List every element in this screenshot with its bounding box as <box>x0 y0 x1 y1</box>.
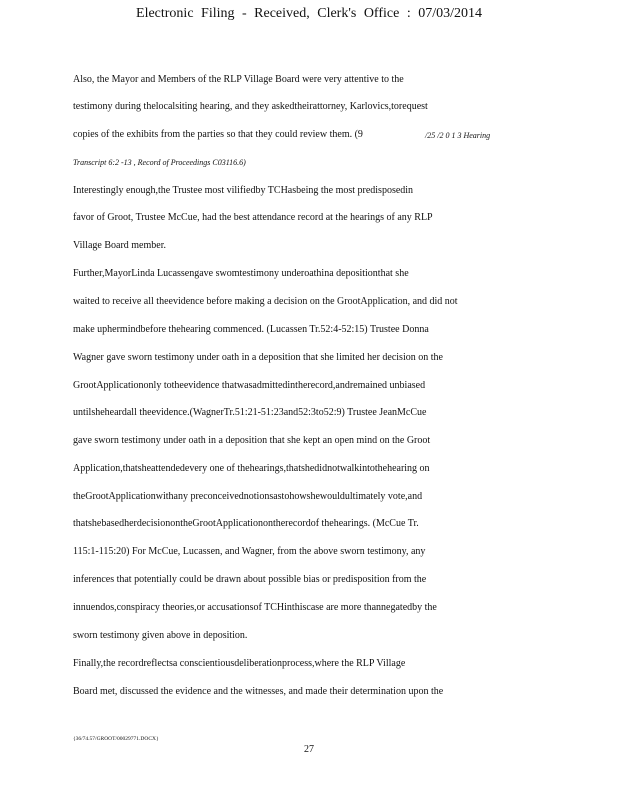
text-line: Wagner gave sworn testimony under oath in a deposition that she limited her decision on the <box>73 352 443 363</box>
page-number: 27 <box>304 744 314 755</box>
page-header: Electronic Filing - Received, Clerk's Office : 07/03/2014 <box>136 6 482 21</box>
text-line: 115:1-115:20) For McCue, Lucassen, and Wagner, from the above sworn testimony, any <box>73 546 426 557</box>
text-line: Village Board member. <box>73 240 166 251</box>
document-id: {36/74.57/GROOT/00029771.DOCX} <box>73 736 159 742</box>
text-line: gave sworn testimony under oath in a deposition that she kept an open mind on the Groot <box>73 435 431 446</box>
text-line: inferences that potentially could be drawn about possible bias or predisposition from the <box>73 574 427 585</box>
text-line: Application,thatsheattendedevery one of thehearings,thatshedidnotwalkintothehearing on <box>73 463 430 474</box>
text-line: innuendos,conspiracy theories,or accusationsof TCHinthiscase are more thannegatedby the <box>73 602 437 613</box>
text-line: theGrootApplicationwithany preconceivednotionsastohowshewouldultimately vote,and <box>73 491 423 502</box>
text-line: untilsheheardall theevidence.(WagnerTr.51:21-51:23and52:3to52:9) Trustee JeanMcCue <box>73 407 427 418</box>
text-line: Further,MayorLinda Lucassengave swomtestimony underoathina depositionthat she <box>73 268 409 279</box>
text-line: favor of Groot, Trustee McCue, had the best attendance record at the hearings of any RLP <box>73 212 433 223</box>
text-line: Board met, discussed the evidence and the witnesses, and made their determination upon the <box>73 686 444 697</box>
text-line: testimony during thelocalsiting hearing, and they askedtheirattorney, Karlovics,torequest <box>73 101 428 112</box>
citation-line: /25 /2 0 1 3 Hearing <box>425 131 491 140</box>
text-line: GrootApplicationonly totheevidence thatwasadmittedintherecord,andremained unbiased <box>73 380 426 391</box>
text-line: Interestingly enough,the Trustee most vilifiedby TCHasbeing the most predisposedin <box>73 185 414 196</box>
text-line: copies of the exhibits from the parties so that they could review them. (9 <box>73 129 363 140</box>
text-line: waited to receive all theevidence before making a decision on the GrootApplication, and did not <box>73 296 458 307</box>
text-line: thatshebasedherdecisionontheGrootApplicationontherecordof thehearings. (McCue Tr. <box>73 518 419 529</box>
text-line: make uphermindbefore thehearing commenced. (Lucassen Tr.52:4-52:15) Trustee Donna <box>73 324 429 335</box>
text-line: Finally,the recordreflectsa conscientiousdeliberationprocess,where the RLP Village <box>73 658 406 669</box>
text-line: Also, the Mayor and Members of the RLP Village Board were very attentive to the <box>73 74 404 85</box>
text-line: sworn testimony given above in deposition. <box>73 630 248 641</box>
citation-line: Transcript 6:2 -13 , Record of Proceedings C03116.6) <box>73 158 246 167</box>
